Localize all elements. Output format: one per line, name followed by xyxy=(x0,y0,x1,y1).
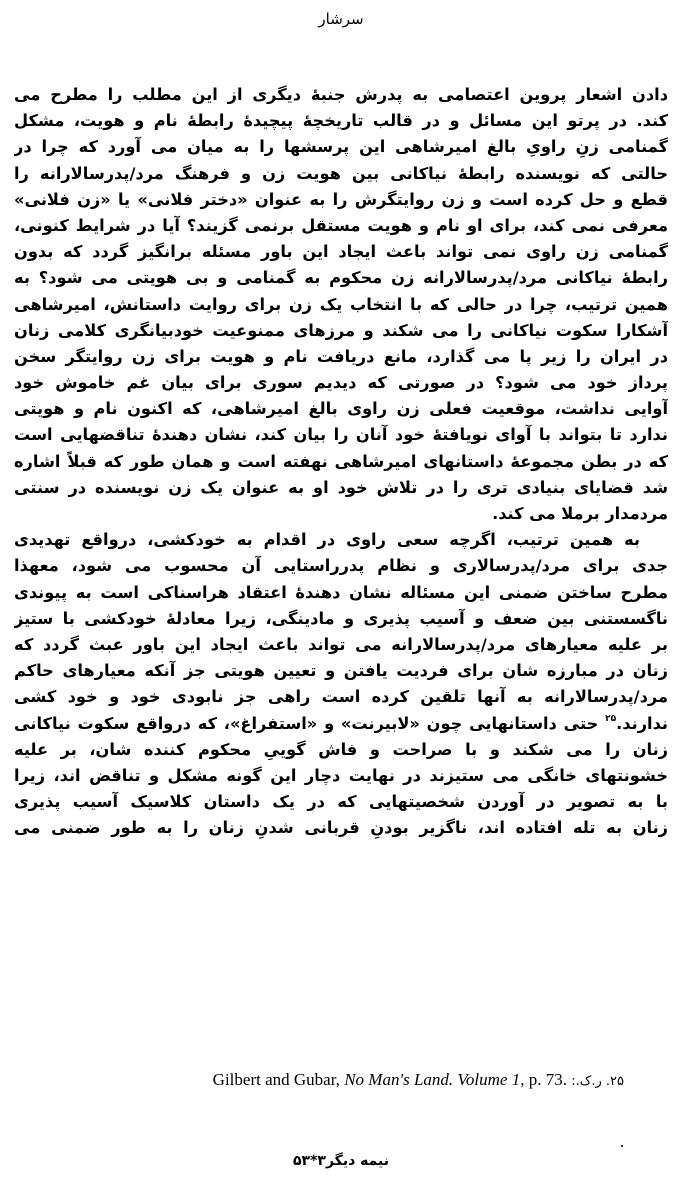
footnote-title: No Man's Land. Volume 1 xyxy=(344,1070,521,1089)
text-line-with-note xyxy=(14,711,668,737)
text-line: قطع و حل کرده است و زن روایتگرش را به عنوان «دختر فلانی» یا «زن فلانی» xyxy=(14,189,668,209)
text-line: کند. در پرتو این مسائل و در قالب تاریخچهٔ پیچیدهٔ رابطهٔ نام و هویت، مشکل xyxy=(14,111,668,131)
body-text xyxy=(14,82,668,841)
text-line: به همین ترتیب، اگرچه سعی راوی در اقدام به خودکشی، درواقع تهدیدی xyxy=(14,530,640,550)
text-line: همین ترتیب، چرا در حالی که با انتخاب یک زن برای روایت داستانش، امیرشاهی xyxy=(14,294,668,314)
text-line: مرد/پدرسالارانه به آنها تلقین کرده است راهی جز نابودی خود و خود کشی xyxy=(14,687,668,707)
text-line: دادن اشعار پروین اعتصامی به پدرش جنبهٔ دیگری از این مطلب را مطرح می xyxy=(14,85,668,104)
footnote-marker: ۲۵. ر.ک.: xyxy=(571,1074,624,1089)
text-line: که در بطن مجموعهٔ داستانهای امیرشاهی نهفته است و همان طور که قبلاً اشاره xyxy=(14,451,668,471)
footnote-reference[interactable]: ۲۵ xyxy=(605,713,617,724)
text-line: مردمدار برملا می کند. xyxy=(492,504,668,523)
scan-speck xyxy=(621,1145,623,1147)
text-line: ندارد تا بتواند با آوای نویافتهٔ خود آنان را بیان کند، نشان دهندهٔ تناقضهایی است xyxy=(14,425,668,445)
text-line: حالتی که نویسنده رابطهٔ نیاکانی بین هویت زن و فرهنگ مرد/پدرسالارانه را xyxy=(14,163,668,183)
paragraph-1 xyxy=(14,82,668,527)
text-line: زنان به تله افتاده اند، ناگزیر بودنِ قربانی شدنِ زنان را به طور ضمنی می xyxy=(14,818,668,838)
text-line: گمنامی زنِ راویِ بالغ امیرشاهی این پرسشها را به میان می آورد که چرا در xyxy=(14,137,668,157)
text-line: آوایی نداشت، موقعیت فعلی زن راوی بالغ امیرشاهی، که اکنون نام و هویتی xyxy=(14,399,668,419)
text-line: در ایران را زیر پا می گذارد، مانع دریافت نام و هویت برای زن روایتگر سخن xyxy=(14,346,668,366)
text-line: با به تصویر در آوردن شخصیتهایی که در یک داستان کلاسیک آسیب پذیری xyxy=(14,792,668,812)
text-line: خشونتهای خانگی می ستیزند در نهایت دچار این گونه مشکل و تناقض اند، زیرا xyxy=(14,765,668,785)
running-title: سرشار xyxy=(318,10,364,28)
text-line: معرفی نمی کند، برای او نام و هویت مستقل برنمی گزیند؟ آیا در شرایط کنونی، xyxy=(14,215,668,235)
text-line: ناگسستنی بین ضعف و آسیب پذیری و مادینگی، زیرا معادلهٔ خودکشی با ستیز xyxy=(14,608,668,628)
text-line: مطرح ساختن ضمنی این مسئاله نشان دهندهٔ اعتقاد هراسناکی است به پیوندی xyxy=(14,582,668,602)
text-line: جدی برای مرد/پدرسالاری و نظام پدرراستایی آن محسوب می شود، معهذا xyxy=(14,556,668,576)
footnote xyxy=(213,1070,624,1090)
footnote-page: , p. 73. xyxy=(520,1070,567,1089)
text-line: بر علیه معیارهای مرد/پدرسالارانه می تواند باعث ایجاد این باور عبث گردد که xyxy=(14,634,668,654)
footnote-authors: Gilbert and Gubar, xyxy=(212,1070,345,1089)
text-line: گمنامی زن راوی نمی تواند باعث ایجاد این باور مسئله برانگیز گردد که بدون xyxy=(14,242,668,262)
line-text: حتی داستانهایی چون «لابیرنت» و «استفراغ»، که درواقع سکوت نیاکانی xyxy=(14,713,606,733)
text-line: زنان در مبارزه شان برای فردیت یافتن و تعیین هویتی جز آنکه معیارهای حاکم xyxy=(14,661,668,681)
text-line: زنان را می شکند و با صراحت و فاش گوییِ محکوم کننده شان، بر علیه xyxy=(14,739,668,759)
text-line: آشکارا سکوت نیاکانی را می شکند و مرزهای ممنوعیت خودبیانگری کلامی زنان xyxy=(14,320,668,340)
paragraph-2 xyxy=(14,527,668,841)
line-text: ندارند. xyxy=(616,713,668,733)
text-line: رابطهٔ نیاکانی مرد/پدرسالارانه زن محکوم به گمنامی و بی هویتی می شود؟ به xyxy=(14,268,668,288)
page-folio: نیمه دیگر۳*۵۳ xyxy=(293,1153,389,1169)
text-line: پرداز خود می شود؟ در صورتی که دیدیم سوری برای بیان غم خاموش خود xyxy=(14,373,668,393)
text-line: شد قضایای بنیادی تری را در تلاش خود او به عنوان یک زن نویسنده در سنتی xyxy=(14,477,668,497)
